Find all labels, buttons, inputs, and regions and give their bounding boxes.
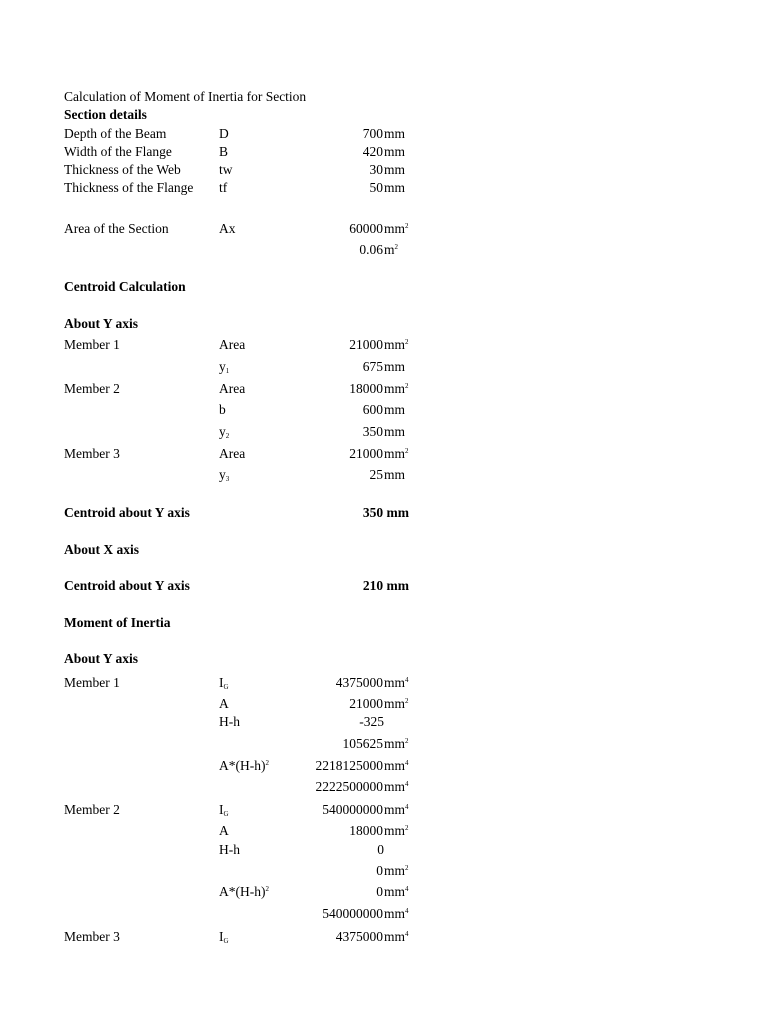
hh2-unit: $mm^2$: [384, 863, 409, 878]
detail-value: 30: [369, 162, 383, 177]
centroid-member3-y-row: [0, 466, 768, 484]
area-symbol: Ax: [219, 221, 236, 236]
ig-unit: $mm^4$: [384, 929, 409, 944]
a-value: 18000: [349, 823, 383, 838]
centroid-heading: Centroid Calculation: [64, 279, 186, 294]
moi-member2-hh2-row: [0, 862, 768, 880]
member-label: Member 2: [64, 381, 120, 396]
ig-label: $I_G$: [219, 675, 229, 691]
centroid-about-x-heading: About X axis: [64, 542, 140, 557]
a-label: A: [219, 696, 229, 711]
ig-value: 540000000: [322, 802, 383, 817]
area-unit-mm: $mm^2$: [384, 221, 409, 236]
moi-member2-ahh-row: [0, 883, 768, 901]
moi-member2-total-row: [0, 905, 768, 923]
centroid-x-result-label: Centroid about Y axis: [64, 578, 190, 593]
area-unit: $mm^2$: [384, 381, 409, 396]
a-value: 21000: [349, 696, 383, 711]
ig-value: 4375000: [335, 929, 383, 944]
member-label: Member 1: [64, 337, 120, 352]
moi-about-y-row: [0, 650, 768, 668]
b-unit: mm: [384, 402, 406, 417]
centroid-member1-area-row: [0, 336, 768, 354]
area-unit: $mm^2$: [384, 446, 409, 461]
hh2-value: 0: [376, 863, 383, 878]
total-unit: $mm^4$: [384, 906, 409, 921]
section-details-heading: Section details: [64, 107, 147, 122]
centroid-member2-b-row: [0, 401, 768, 419]
member-label: Member 3: [64, 446, 120, 461]
hh2-value: 105625: [342, 736, 383, 751]
area-label: Area: [219, 446, 246, 461]
moi-member1-ahh-row: [0, 757, 768, 775]
moi-heading-row: [0, 614, 768, 632]
centroid-y-result-value: 350 mm: [362, 505, 409, 520]
moi-member1-a-row: [0, 695, 768, 713]
detail-label: Thickness of the Web: [64, 162, 181, 177]
detail-symbol: tf: [219, 180, 228, 195]
hh2-unit: $mm^2$: [384, 736, 409, 751]
ahh-unit: $mm^4$: [384, 884, 409, 899]
area-unit: $mm^2$: [384, 337, 409, 352]
moi-member2-a-row: [0, 822, 768, 840]
ahh-value: 0: [376, 884, 383, 899]
y-unit: mm: [384, 359, 406, 374]
ig-label: $I_G$: [219, 929, 229, 945]
area-value: 18000: [349, 381, 383, 396]
detail-value: 420: [362, 144, 383, 159]
detail-value: 50: [369, 180, 383, 195]
moi-member1-total-row: [0, 778, 768, 796]
hh-label: H-h: [219, 714, 240, 729]
y-value: 350: [362, 424, 383, 439]
page-title: Calculation of Moment of Inertia for Section: [64, 89, 307, 104]
area-value: 21000: [349, 446, 383, 461]
detail-symbol: tw: [219, 162, 233, 177]
area-label: Area: [219, 337, 246, 352]
centroid-member2-y-row: [0, 423, 768, 441]
detail-symbol: B: [219, 144, 229, 159]
detail-unit: mm: [384, 180, 406, 195]
y-value: 675: [362, 359, 383, 374]
detail-row-flange: [0, 179, 768, 197]
b-label: b: [219, 402, 226, 417]
ahh-value: 2218125000: [315, 758, 383, 773]
title-row: [0, 88, 768, 106]
centroid-x-result-value: 210 mm: [362, 578, 409, 593]
area-value-m: 0.06: [359, 242, 383, 257]
y-unit: mm: [384, 424, 406, 439]
ahh-unit: $mm^4$: [384, 758, 409, 773]
moi-heading: Moment of Inertia: [64, 615, 171, 630]
moi-member1-hh2-row: [0, 735, 768, 753]
detail-label: Width of the Flange: [64, 144, 172, 159]
section-details-row: [0, 106, 768, 124]
moi-member2-ig-row: [0, 801, 768, 819]
detail-value: 700: [362, 126, 383, 141]
y-unit: mm: [384, 467, 406, 482]
centroid-y-result-row: [0, 504, 768, 522]
y-label: $y_2$: [219, 424, 230, 440]
ig-unit: $mm^4$: [384, 675, 409, 690]
ahh-label: $A*(H-h)^2$: [219, 884, 269, 899]
detail-unit: mm: [384, 162, 406, 177]
member-label: Member 2: [64, 802, 120, 817]
y-label: $y_3$: [219, 467, 230, 483]
moi-about-y-heading: About Y axis: [64, 651, 139, 666]
moi-member2-hh-row: [0, 841, 768, 859]
detail-label: Thickness of the Flange: [64, 180, 194, 195]
total-value: 540000000: [322, 906, 383, 921]
centroid-member1-y-row: [0, 358, 768, 376]
y-label: $y_1$: [219, 359, 230, 375]
member-label: Member 1: [64, 675, 120, 690]
total-value: 2222500000: [315, 779, 383, 794]
centroid-about-x-row: [0, 541, 768, 559]
centroid-member2-area-row: [0, 380, 768, 398]
a-unit: $mm^2$: [384, 696, 409, 711]
centroid-x-result-row: [0, 577, 768, 595]
hh-label: H-h: [219, 842, 240, 857]
detail-unit: mm: [384, 126, 406, 141]
member-label: Member 3: [64, 929, 120, 944]
area-label: Area: [219, 381, 246, 396]
moi-member3-ig-row: [0, 928, 768, 946]
ig-value: 4375000: [335, 675, 383, 690]
moi-member1-ig-row: [0, 674, 768, 692]
total-unit: $mm^4$: [384, 779, 409, 794]
centroid-about-y-heading: About Y axis: [64, 316, 139, 331]
area-value: 21000: [349, 337, 383, 352]
ahh-label: $A*(H-h)^2$: [219, 758, 269, 773]
detail-symbol: D: [219, 126, 229, 141]
y-value: 25: [369, 467, 383, 482]
ig-label: $I_G$: [219, 802, 229, 818]
detail-row-web: [0, 161, 768, 179]
detail-label: Depth of the Beam: [64, 126, 167, 141]
area-label: Area of the Section: [64, 221, 169, 236]
ig-unit: $mm^4$: [384, 802, 409, 817]
area-row: [0, 220, 768, 238]
detail-row-width: [0, 143, 768, 161]
area-unit-m: $m^2$: [384, 242, 399, 257]
a-unit: $mm^2$: [384, 823, 409, 838]
area-value-mm: 60000: [349, 221, 383, 236]
centroid-member3-area-row: [0, 445, 768, 463]
b-value: 600: [362, 402, 383, 417]
area-m-row: [0, 241, 768, 259]
a-label: A: [219, 823, 229, 838]
detail-unit: mm: [384, 144, 406, 159]
detail-row-depth: [0, 125, 768, 143]
centroid-heading-row: [0, 278, 768, 296]
moi-member1-hh-row: [0, 713, 768, 731]
hh-value: 0: [377, 842, 384, 857]
centroid-y-result-label: Centroid about Y axis: [64, 505, 190, 520]
centroid-about-y-row: [0, 315, 768, 333]
hh-value: -325: [359, 714, 384, 729]
